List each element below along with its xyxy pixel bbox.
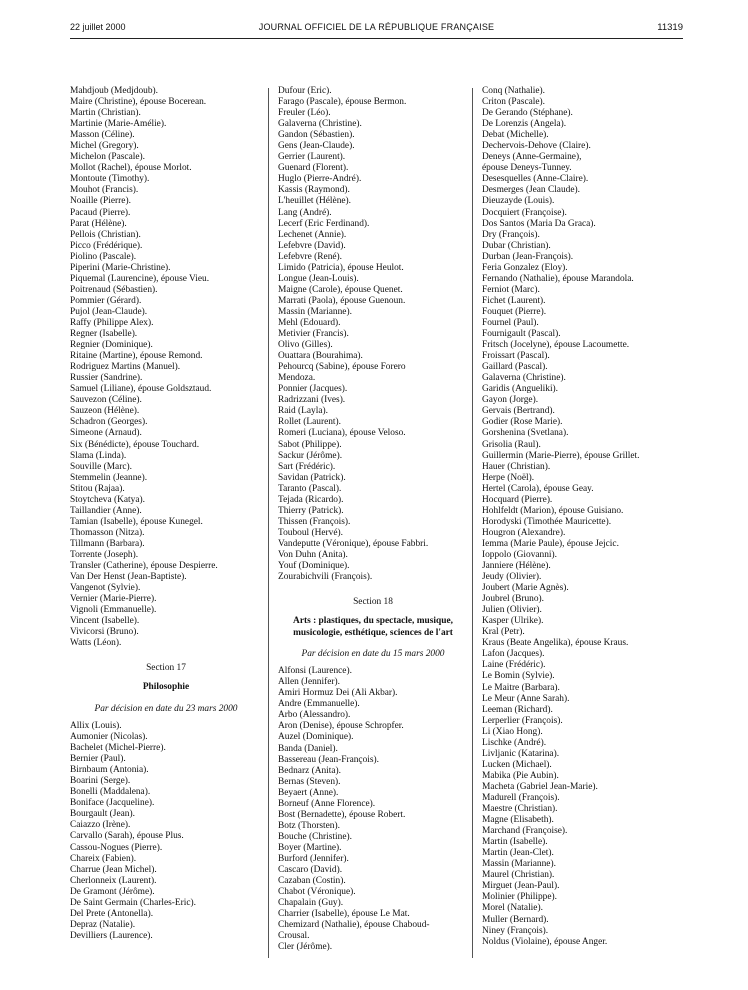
list-item: Michelon (Pascale).: [70, 152, 145, 163]
list-item: Garidis (Angueliki).: [482, 384, 559, 395]
name-list: [278, 86, 468, 583]
list-item: Savidan (Patrick).: [278, 472, 346, 483]
list-item: Vernier (Marie-Pierre).: [70, 594, 157, 605]
list-item: Samuel (Liliane), épouse Goldsztaud.: [70, 384, 212, 395]
list-item: Longue (Jean-Louis).: [278, 273, 359, 284]
list-item: Gayon (Jorge).: [482, 395, 539, 406]
header-journal-title: JOURNAL OFFICIEL DE LA RÉPUBLIQUE FRANÇAISE: [258, 22, 495, 32]
list-item: Masson (Céline).: [70, 130, 135, 141]
list-item: Pehourcq (Sabine), épouse Forero: [278, 362, 406, 373]
list-item: Fournigault (Pascal).: [482, 329, 561, 340]
list-item: Galaverna (Christine).: [482, 373, 566, 384]
list-item: Noldus (Violaine), épouse Anger.: [482, 936, 608, 947]
list-item: Bourgault (Jean).: [70, 809, 135, 820]
list-item: Dechervois-Dehove (Claire).: [482, 141, 591, 152]
list-item: Grisolia (Raul).: [482, 439, 541, 450]
list-item: Gens (Jean-Claude).: [278, 141, 355, 152]
list-item: Burford (Jennifer).: [278, 854, 349, 864]
list-item: Russier (Sandrine).: [70, 373, 143, 384]
list-item: Conq (Nathalie).: [482, 86, 546, 96]
list-item: Durban (Jean-François).: [482, 251, 574, 262]
list-item: Gorshenina (Svetlana).: [482, 428, 569, 439]
list-item: Fernando (Nathalie), épouse Marandola.: [482, 273, 634, 284]
list-item: Hauer (Christian).: [482, 461, 551, 472]
list-item: Allix (Louis).: [70, 720, 122, 731]
list-item: Carvallo (Sarah), épouse Plus.: [70, 831, 184, 842]
list-item: De Saint Germain (Charles-Eric).: [70, 897, 196, 908]
list-item: Chabot (Véronique).: [278, 887, 356, 898]
list-item: Li (Xiao Hong).: [482, 726, 543, 737]
list-item: Rollet (Laurent).: [278, 417, 341, 428]
list-item: Bassereau (Jean-François).: [278, 754, 380, 765]
list-item: Limido (Patricia), épouse Heulot.: [278, 262, 404, 273]
list-item: Picco (Frédérique).: [70, 240, 143, 251]
list-item: Rodriguez Martins (Manuel).: [70, 362, 181, 373]
list-item: Pacaud (Pierre).: [70, 207, 131, 218]
list-item: Sabot (Philippe).: [278, 439, 342, 450]
list-item: Deneys (Anne-Germaine),: [482, 152, 582, 163]
list-item: Mehl (Edouard).: [278, 317, 341, 328]
list-item: Godier (Rose Marie).: [482, 417, 563, 428]
list-item: Six (Bénédicte), épouse Touchard.: [70, 439, 200, 450]
list-item: Tamian (Isabelle), épouse Kunegel.: [70, 516, 203, 527]
list-item: Le Maitre (Barbara).: [482, 682, 560, 693]
list-item: Noaille (Pierre).: [70, 196, 131, 207]
list-item: Thissen (François).: [278, 516, 351, 527]
list-item: Boarini (Serge).: [70, 776, 131, 787]
list-item: Herpe (Noël).: [482, 472, 535, 483]
list-item: Martinie (Marie-Amélie).: [70, 119, 167, 130]
list-item: Stemmelin (Jeanne).: [70, 472, 148, 483]
list-item: Lechenet (Annie).: [278, 229, 347, 240]
list-item: Allen (Jennifer).: [278, 677, 340, 688]
list-item: Jeudy (Olivier).: [482, 572, 542, 583]
list-item: Dieuzayde (Louis).: [482, 196, 555, 207]
list-item: Charrier (Isabelle), épouse Le Mat.: [278, 909, 410, 920]
list-item: Bernier (Paul).: [70, 754, 126, 765]
list-item: Schadron (Georges).: [70, 417, 148, 428]
list-item: Regner (Isabelle).: [70, 329, 138, 340]
list-item: Cascaro (David).: [278, 865, 343, 876]
list-item: Morel (Natalie).: [482, 903, 543, 914]
column-divider: [268, 88, 269, 958]
list-item: Lefebvre (René).: [278, 251, 343, 262]
list-item: Amiri Hormuz Dei (Ali Akbar).: [278, 688, 398, 699]
list-item: Magne (Elisabeth).: [482, 815, 554, 826]
list-item: Arbo (Alessandro).: [278, 710, 351, 721]
header-date: 22 juillet 2000: [70, 22, 126, 32]
page-header: [70, 22, 683, 36]
list-item: Aron (Denise), épouse Schropfer.: [278, 721, 404, 732]
list-item: Bernas (Steven).: [278, 776, 341, 787]
list-item: Julien (Olivier).: [482, 605, 542, 616]
list-item: Transler (Catherine), épouse Despierre.: [70, 561, 218, 572]
list-item: De Lorenzis (Angela).: [482, 119, 567, 130]
list-item: Alfonsi (Laurence).: [278, 666, 352, 677]
list-item: Del Prete (Antonella).: [70, 908, 154, 919]
list-item: Lucken (Michael).: [482, 759, 552, 770]
list-item: Touboul (Hervé).: [278, 527, 343, 538]
list-item: Boniface (Jacqueline).: [70, 798, 155, 809]
list-item: Lang (André).: [278, 207, 332, 218]
list-item: Lafon (Jacques).: [482, 649, 545, 660]
list-item: Massin (Marianne).: [278, 306, 352, 317]
section-decision: Par décision en date du 23 mars 2000: [94, 703, 238, 714]
list-item: Borneuf (Anne Florence).: [278, 798, 376, 809]
list-item: Guenard (Florent).: [278, 163, 349, 174]
list-item: Von Duhn (Anita).: [278, 549, 348, 560]
list-item: Pommier (Gérard).: [70, 295, 142, 306]
list-item: Gervais (Bertrand).: [482, 406, 555, 417]
list-item: Piperini (Marie-Christine).: [70, 262, 171, 273]
list-item: Gaillard (Pascal).: [482, 362, 548, 373]
list-item: Iemma (Marie Paule), épouse Jejcic.: [482, 538, 619, 549]
section-title: Section 17: [146, 663, 186, 674]
list-item: Madurell (François).: [482, 793, 560, 803]
column-1: [70, 86, 262, 980]
list-item: L'heuillet (Hélène).: [278, 196, 352, 207]
list-item: Dos Santos (Maria Da Graca).: [482, 218, 596, 229]
list-item: Kassis (Raymond).: [278, 185, 350, 196]
list-item: Ponnier (Jacques).: [278, 384, 348, 395]
list-item: Massin (Marianne).: [482, 859, 556, 870]
list-item: Desesquelles (Anne-Claire).: [482, 174, 589, 185]
list-item: Docquiert (Françoise).: [482, 207, 567, 218]
list-item: Vandeputte (Véronique), épouse Fabbri.: [278, 538, 429, 549]
list-item: Michel (Gregory).: [70, 141, 139, 152]
list-item: Boyer (Martine).: [278, 842, 342, 853]
list-item: Galaverna (Christine).: [278, 119, 362, 130]
list-item: Simeone (Arnaud).: [70, 428, 142, 439]
list-item: Laine (Frédéric).: [482, 660, 546, 671]
list-item: Maigne (Carole), épouse Quenet.: [278, 284, 403, 295]
list-item: Regnier (Dominique).: [70, 340, 153, 351]
list-item: Huglo (Pierre-André).: [278, 174, 362, 185]
list-item: Feria Gonzalez (Eloy).: [482, 262, 568, 273]
list-item: Charrue (Jean Michel).: [70, 864, 157, 875]
list-item: Beyaert (Anne).: [278, 787, 339, 798]
list-item: Mollot (Rachel), épouse Morlot.: [70, 163, 192, 174]
list-item: Hocquard (Pierre).: [482, 494, 553, 505]
list-item: Crousal.: [278, 931, 310, 942]
list-item: Cherlonneix (Laurent).: [70, 875, 157, 886]
list-item: Piolino (Pascale).: [70, 251, 137, 262]
name-list: [278, 666, 468, 953]
list-item: Andre (Emmanuelle).: [278, 699, 360, 710]
list-item: Stitou (Rajaa).: [70, 483, 125, 494]
column-divider: [472, 88, 473, 958]
list-item: Devilliers (Laurence).: [70, 930, 153, 941]
list-item: Romeri (Luciana), épouse Veloso.: [278, 428, 406, 439]
list-item: Debat (Michelle).: [482, 130, 549, 141]
list-item: Chapalain (Guy).: [278, 898, 344, 909]
list-item: Mahdjoub (Medjdoub).: [70, 86, 159, 96]
list-item: Taranto (Pascal).: [278, 483, 342, 494]
list-item: Mendoza.: [278, 373, 316, 384]
list-item: Vincent (Isabelle).: [70, 616, 140, 627]
list-item: Lecerf (Eric Ferdinand).: [278, 218, 370, 229]
list-item: Joubrel (Bruno).: [482, 594, 544, 605]
list-item: Criton (Pascale).: [482, 97, 546, 108]
list-item: Molinier (Philippe).: [482, 892, 557, 903]
list-item: Bednarz (Anita).: [278, 765, 341, 776]
list-item: Piquemal (Laurencine), épouse Vieu.: [70, 273, 210, 284]
header-page-number: 11319: [657, 22, 683, 33]
list-item: Dufour (Eric).: [278, 86, 332, 96]
list-item: Lefebvre (David).: [278, 240, 346, 251]
column-3: [482, 86, 684, 980]
list-item: Guillermin (Marie-Pierre), épouse Grillet.: [482, 450, 640, 461]
list-item: De Gramont (Jérôme).: [70, 886, 155, 897]
list-item: Stoytcheva (Katya).: [70, 494, 145, 505]
list-item: Zourabichvili (François).: [278, 572, 373, 583]
list-item: Ritaine (Martine), épouse Remond.: [70, 351, 203, 362]
list-item: Raid (Layla).: [278, 406, 328, 417]
name-list: [70, 721, 262, 942]
list-item: Vivicorsi (Bruno).: [70, 627, 139, 638]
list-item: Metivier (Francis).: [278, 329, 349, 340]
list-item: Martin (Jean-Clet).: [482, 848, 554, 859]
list-item: Cler (Jérôme).: [278, 942, 333, 953]
list-item: Vangenot (Sylvie).: [70, 583, 141, 594]
list-item: Froissart (Pascal).: [482, 351, 550, 362]
section-title: Section 18: [353, 597, 393, 608]
list-item: Mabika (Pie Aubin).: [482, 770, 559, 781]
list-item: Desmerges (Jean Claude).: [482, 185, 580, 196]
list-item: Bachelet (Michel-Pierre).: [70, 743, 166, 754]
list-item: Fritsch (Jocelyne), épouse Lacoumette.: [482, 340, 630, 351]
list-item: Botz (Thorsten).: [278, 820, 340, 831]
list-item: Montoute (Timothy).: [70, 174, 150, 185]
list-item: Youf (Dominique).: [278, 561, 350, 572]
list-item: Freuler (Léo).: [278, 108, 331, 119]
list-item: Macheta (Gabriel Jean-Marie).: [482, 781, 598, 792]
list-item: Le Meur (Anne Sarah).: [482, 693, 570, 704]
name-list: [70, 86, 262, 649]
list-item: Lerperlier (François).: [482, 715, 563, 726]
list-item: Olivo (Gilles).: [278, 340, 333, 351]
section-subject: Philosophie: [142, 682, 190, 693]
list-item: Farago (Pascale), épouse Bermon.: [278, 97, 407, 108]
list-item: épouse Deneys-Tunney.: [482, 163, 572, 174]
list-item: Thierry (Patrick).: [278, 505, 344, 516]
list-item: Sart (Frédéric).: [278, 461, 336, 472]
list-item: Banda (Daniel).: [278, 743, 338, 754]
list-item: Thomasson (Nitza).: [70, 527, 145, 538]
name-list: [482, 86, 684, 948]
list-item: Joubert (Marie Agnès).: [482, 583, 569, 594]
list-item: Maestre (Christian).: [482, 804, 558, 815]
list-item: Birnbaum (Antonia).: [70, 765, 149, 776]
list-item: Kral (Petr).: [482, 627, 525, 638]
list-item: Aumonier (Nicolas).: [70, 732, 148, 743]
list-item: Livljanic (Katarina).: [482, 748, 560, 759]
list-item: Horodyski (Timothée Mauricette).: [482, 516, 612, 527]
list-item: Cassou-Nogues (Pierre).: [70, 842, 163, 853]
section-subject: Arts : plastiques, du spectacle, musique, musicologie, esthétique, sciences de l'art: [293, 616, 453, 638]
list-item: Depraz (Natalie).: [70, 919, 136, 930]
list-item: Caiazzo (Irène).: [70, 820, 131, 831]
list-item: Poitrenaud (Sébastien).: [70, 284, 158, 295]
list-item: Auzel (Dominique).: [278, 732, 354, 743]
list-item: Torrente (Joseph).: [70, 549, 139, 560]
list-item: Kasper (Ulrike).: [482, 616, 544, 627]
list-item: Ouattara (Bourahima).: [278, 351, 363, 362]
list-item: Leeman (Richard).: [482, 704, 553, 715]
list-item: Tejada (Ricardo).: [278, 494, 344, 505]
list-item: Bouche (Christine).: [278, 831, 352, 842]
list-item: Dubar (Christian).: [482, 240, 551, 251]
list-item: Martin (Christian).: [70, 108, 141, 119]
list-item: Muller (Bernard).: [482, 914, 549, 925]
list-item: Fichet (Laurent).: [482, 295, 546, 306]
list-item: Kraus (Beate Angelika), épouse Kraus.: [482, 638, 629, 649]
list-item: Taillandier (Anne).: [70, 505, 142, 516]
list-item: Cazaban (Costin).: [278, 876, 346, 887]
list-item: Hohlfeldt (Marion), épouse Guisiano.: [482, 505, 624, 516]
list-item: Lischke (André).: [482, 737, 547, 748]
list-item: Bost (Bernadette), épouse Robert.: [278, 809, 406, 820]
list-item: Dry (François).: [482, 229, 540, 240]
list-item: Le Bomin (Sylvie).: [482, 671, 555, 682]
list-item: Maire (Christine), épouse Bocerean.: [70, 97, 207, 108]
list-item: Raffy (Philippe Alex).: [70, 317, 154, 328]
header-rule: [70, 38, 683, 39]
list-item: Bonelli (Maddalena).: [70, 787, 151, 798]
list-item: Martin (Isabelle).: [482, 837, 548, 848]
list-item: Sauvezon (Céline).: [70, 395, 142, 406]
list-item: Fouquet (Pierre).: [482, 306, 547, 317]
list-item: Mouhot (Francis).: [70, 185, 139, 196]
list-item: Marchand (Françoise).: [482, 826, 568, 837]
list-item: Hougron (Alexandre).: [482, 527, 566, 538]
list-item: Sauzeon (Hélène).: [70, 406, 140, 417]
list-item: De Gerando (Stéphane).: [482, 108, 573, 119]
list-item: Tillmann (Barbara).: [70, 538, 145, 549]
list-item: Ferniot (Marc).: [482, 284, 540, 295]
list-item: Sackur (Jérôme).: [278, 450, 343, 461]
list-item: Chareix (Fabien).: [70, 853, 137, 864]
list-item: Parat (Hélène).: [70, 218, 127, 229]
section-decision: Par décision en date du 15 mars 2000: [301, 649, 445, 660]
list-item: Niney (François).: [482, 925, 549, 936]
list-item: Pujol (Jean-Claude).: [70, 306, 148, 317]
list-item: Fournel (Paul).: [482, 317, 539, 328]
list-item: Mirguet (Jean-Paul).: [482, 881, 560, 892]
list-item: Watts (Léon).: [70, 638, 122, 649]
list-item: Gandon (Sébastien).: [278, 130, 355, 141]
list-item: Chemizard (Nathalie), épouse Chaboud-: [278, 920, 430, 931]
column-2: [278, 86, 468, 980]
list-item: Hertel (Carola), épouse Geay.: [482, 483, 594, 494]
list-item: Ioppolo (Giovanni).: [482, 549, 557, 560]
list-item: Van Der Henst (Jean-Baptiste).: [70, 572, 187, 583]
list-item: Slama (Linda).: [70, 450, 127, 461]
list-item: Maurel (Christian).: [482, 870, 555, 881]
list-item: Marrati (Paola), épouse Guenoun.: [278, 295, 406, 306]
list-item: Vignoli (Emmanuelle).: [70, 605, 157, 616]
list-item: Pellois (Christian).: [70, 229, 141, 240]
list-item: Janniere (Hélène).: [482, 561, 551, 572]
list-item: Gerrier (Laurent).: [278, 152, 346, 163]
list-item: Radrizzani (Ives).: [278, 395, 346, 406]
list-item: Souville (Marc).: [70, 461, 132, 472]
